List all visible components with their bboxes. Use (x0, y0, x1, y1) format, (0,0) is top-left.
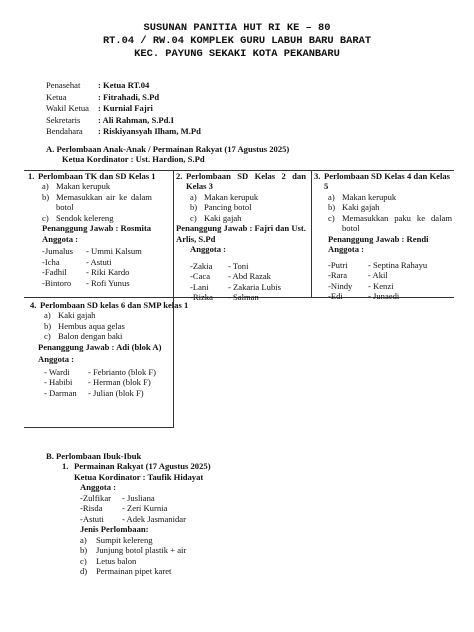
item-letter: a) (328, 191, 335, 202)
section-a-title: A. Perlombaan Anak-Anak / Permainan Rakyat (17 Agustus 2025) (46, 144, 290, 154)
officer-name: : Kurnial Fajri (98, 103, 153, 114)
member-name: - Salman (228, 292, 259, 303)
member-name: - Akil (368, 270, 388, 281)
event-item: Sumpit kelereng (96, 534, 153, 545)
member-name: -Jumalus (42, 246, 74, 257)
officer-role: Ketua (46, 91, 67, 102)
event-item: Sendok kelereng (56, 212, 114, 223)
item-letter: b) (190, 202, 198, 213)
members-list (190, 261, 308, 303)
member-name: -Putri (328, 259, 348, 270)
member-name: - Riki Kardo (86, 267, 130, 278)
person-in-charge: Penanggung Jawab : Rosmita (42, 223, 152, 234)
officer-name: : Riskiyansyah Ilham, M.Pd (98, 126, 201, 137)
members-list (80, 493, 211, 524)
column-divider (173, 171, 174, 297)
officer-role: Wakil Ketua (46, 103, 89, 114)
member-name: - Ummi Kalsum (86, 246, 142, 257)
officer-name: : Ali Rahman, S.Pd.I (98, 114, 174, 125)
item-letter: a) (42, 181, 49, 192)
competition-title: Perlombaan TK dan SD Kelas 1 (38, 171, 156, 181)
member-name: -Icha (42, 256, 60, 267)
members-label: Anggota : (42, 233, 79, 244)
header-location: KEC. PAYUNG SEKAKI KOTA PEKANBARU (134, 48, 340, 60)
member-name: -Caca (190, 271, 211, 282)
section-b-title: B. Perlombaan Ibuk-Ibuk (46, 451, 142, 461)
member-name: - Jusliana (122, 492, 155, 503)
document-header (0, 22, 474, 61)
member-name: -Astuti (80, 513, 104, 524)
member-name: - Astuti (86, 256, 112, 267)
section-a-coordinator: Ketua Kordinator : Ust. Hardion, S.Pd (62, 154, 205, 165)
event-item: Memasukkan paku ke dalam botol (342, 212, 452, 234)
header-title: SUSUNAN PANITIA HUT RI KE – 80 (143, 22, 331, 34)
event-item: Makan kerupuk (342, 191, 397, 202)
member-name: -Nindy (328, 280, 353, 291)
section-b-coordinator: Ketua Kordinator : Taufik Hidayat (74, 471, 204, 482)
competition-4 (30, 300, 188, 398)
item-letter: b) (44, 320, 52, 331)
member-name: -Fadhil (42, 267, 67, 278)
competition-number: 1. (62, 461, 69, 472)
member-name: - Toni (228, 260, 249, 271)
person-in-charge: Penanggung Jawab : Adi (blok A) (38, 341, 162, 352)
competition-2 (176, 171, 308, 302)
member-name: -Risda (80, 503, 103, 514)
officer-role: Penasehat (46, 80, 81, 90)
member-name: - Septina Rahayu (368, 259, 428, 270)
members-list (42, 246, 170, 288)
member-name: -Lani (190, 281, 209, 292)
item-letter: c) (80, 555, 87, 566)
person-in-charge: Penanggung Jawab : Rendi (328, 233, 429, 244)
competition-1 (28, 171, 170, 288)
member-name: - Febrianto (blok F) (88, 366, 157, 377)
officer-role: Bendahara (46, 126, 83, 137)
section-a-heading (46, 144, 289, 165)
event-list (80, 535, 211, 577)
event-item: Permainan pipet karet (96, 566, 172, 577)
event-item: Balon dengan baki (58, 331, 123, 342)
event-list (42, 181, 170, 223)
event-list (190, 192, 308, 223)
member-name: -Rizka (190, 292, 213, 303)
competition-title: Perlombaan SD kelas 6 dan SMP kelas 1 (40, 300, 189, 310)
competition-3 (314, 171, 454, 301)
header-subtitle: RT.04 / RW.04 KOMPLEK GURU LABUH BARU BARAT (102, 35, 372, 47)
competition-title: Perlombaan SD Kelas 2 dan Kelas 3 (186, 171, 306, 192)
event-item: Kaki gajah (58, 310, 96, 321)
item-letter: c) (328, 212, 335, 223)
member-name: - Adek Jasmanidar (122, 513, 186, 524)
member-name: - Darman (44, 387, 77, 398)
competition-title: Permainan Rakyat (17 Agustus 2025) (74, 461, 211, 472)
item-letter: b) (42, 191, 50, 202)
event-item: Pancing botol (204, 202, 252, 213)
member-name: - Zeri Kurnia (122, 503, 168, 514)
item-letter: d) (80, 566, 88, 577)
member-name: - Rofi Yunus (86, 277, 130, 288)
competition-number: 2. (176, 171, 183, 181)
event-item: Memasukkan air ke dalam botol (56, 191, 152, 213)
item-letter: b) (328, 202, 336, 213)
members-list (328, 260, 454, 302)
event-item: Junjung botol plastik + air (96, 545, 187, 556)
item-letter: c) (190, 212, 197, 223)
member-name: -Zulfikar (80, 492, 112, 503)
members-label: Anggota : (80, 482, 117, 493)
section-b (46, 451, 211, 577)
member-name: - Julian (blok F) (88, 387, 144, 398)
officer-role: Sekretaris (46, 114, 81, 125)
member-name: -Edi (328, 291, 343, 302)
event-list (328, 192, 454, 234)
member-name: - Zakaria Lubis (228, 281, 281, 292)
item-letter: a) (190, 191, 197, 202)
competition-number: 4. (30, 300, 37, 310)
member-name: - Junaedi (368, 291, 400, 302)
item-letter: c) (44, 331, 51, 342)
member-name: - Herman (blok F) (88, 377, 151, 388)
members-label: Anggota : (38, 354, 75, 365)
competition-title: Perlombaan SD Kelas 4 dan Kelas 5 (324, 171, 450, 192)
event-item: Letus balon (96, 555, 137, 566)
event-list (44, 310, 188, 341)
competition-number: 3. (314, 171, 321, 181)
event-item: Makan kerupuk (204, 191, 259, 202)
item-letter: a) (80, 534, 87, 545)
member-name: -Zakia (190, 260, 213, 271)
member-name: - Abd Razak (228, 271, 271, 282)
event-item: Hembus aqua gelas (58, 320, 125, 331)
event-item: Kaki gajah (342, 202, 380, 213)
event-item: Makan kerupuk (56, 181, 111, 192)
event-types-label: Jenis Perlombaan: (80, 524, 149, 535)
item-letter: b) (80, 545, 88, 556)
item-letter: c) (42, 212, 49, 223)
table-bottom-border (24, 427, 174, 428)
members-list (44, 367, 188, 398)
officers-list (46, 80, 201, 138)
person-in-charge: Penanggung Jawab : Fajri dan Ust. Arlis, S.Pd (176, 223, 306, 244)
member-name: - Habibi (44, 377, 73, 388)
competition-number: 1. (28, 171, 35, 181)
officer-name: : Fitrahadi, S.Pd (98, 91, 160, 102)
member-name: - Wardi (44, 366, 70, 377)
member-name: -Rara (328, 270, 348, 281)
column-divider (311, 171, 312, 297)
members-label: Anggota : (190, 244, 227, 255)
member-name: - Kenzi (368, 280, 394, 291)
officer-name: : Ketua RT.04 (98, 80, 150, 90)
item-letter: a) (44, 310, 51, 321)
member-name: -Bintoro (42, 277, 72, 288)
members-label: Anggota : (328, 244, 365, 255)
event-item: Kaki gajah (204, 212, 242, 223)
